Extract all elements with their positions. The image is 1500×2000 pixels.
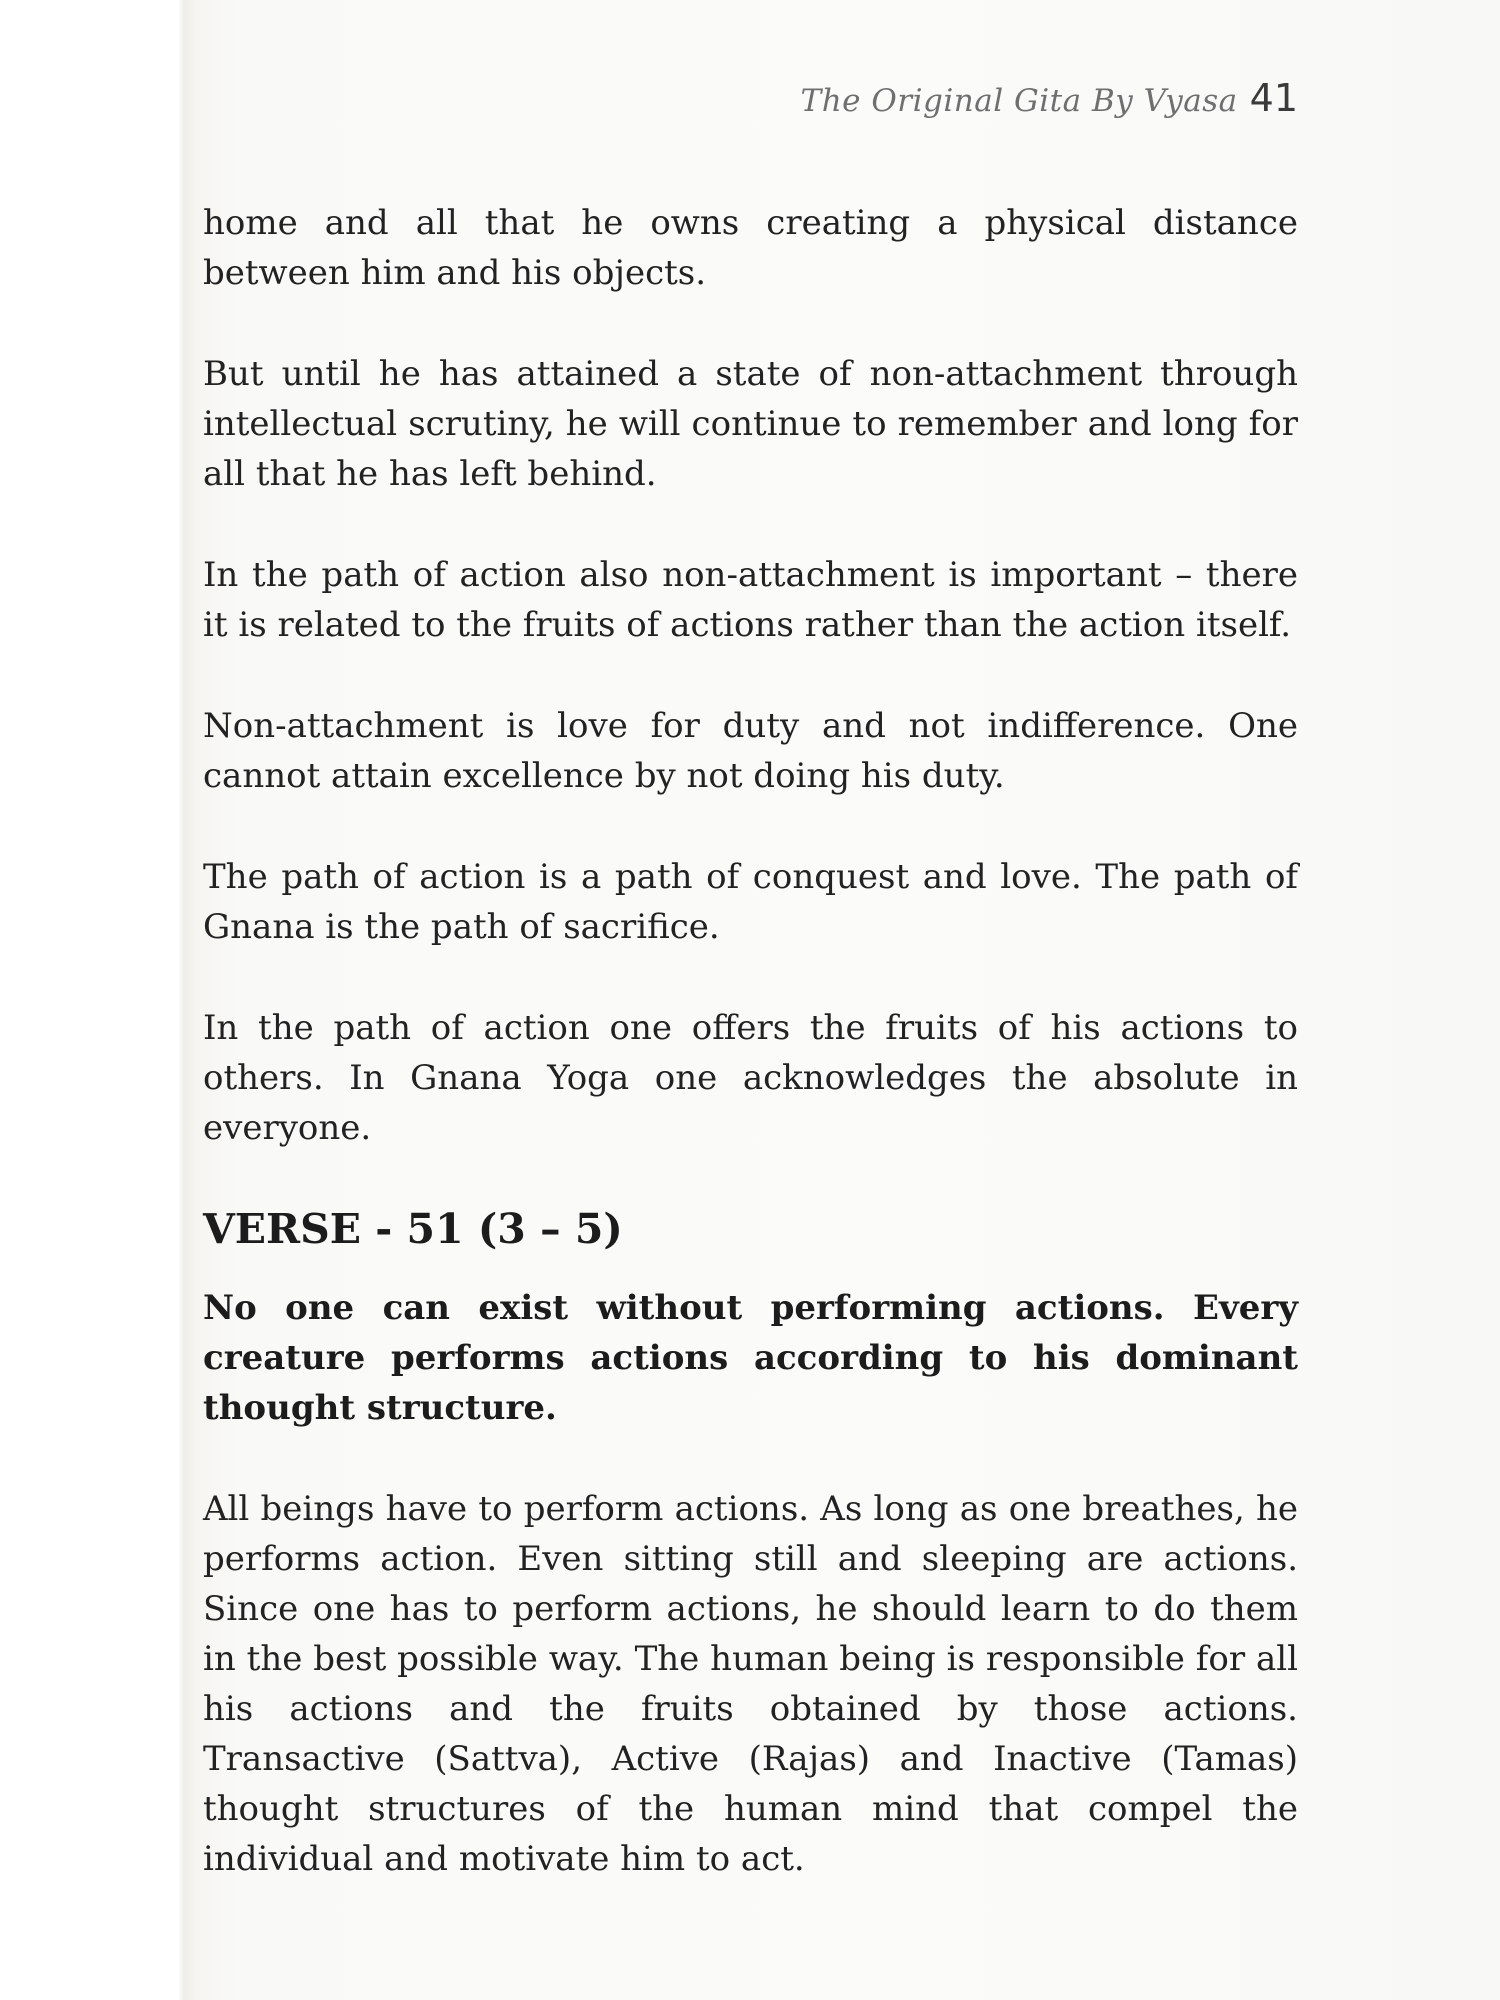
verse-text: No one can exist without performing actions. Every creature performs actions according to his dominant thought structure.: [203, 1288, 1298, 1428]
paragraph: In the path of action also non-attachment is important – there it is related to the fruits of actions rather than the action itself.: [203, 555, 1298, 645]
paragraph: But until he has attained a state of non-attachment through intellectual scrutiny, he will continue to remember and long for all that he has left behind.: [203, 354, 1298, 494]
verse-heading: VERSE - 51 (3 – 5): [203, 1205, 623, 1253]
paragraph: The path of action is a path of conquest and love. The path of Gnana is the path of sacrifice.: [203, 857, 1298, 947]
commentary-paragraph: All beings have to perform actions. As long as one breathes, he performs action. Even sitting still and sleeping are actions. Since one has to perform actions, he should learn to do them in the best possible way. The human being is responsible for all his actions and the fruits obtained by those actions. Transactive (Sattva), Active (Rajas) and Inactive (Tamas) thought structures of the human mind that compel the individual and motivate him to act.: [203, 1489, 1298, 1879]
paragraph: home and all that he owns creating a physical distance between him and his objects.: [203, 203, 1298, 293]
page-number: 41: [1249, 76, 1298, 120]
paragraph: Non-attachment is love for duty and not indifference. One cannot attain excellence by not doing his duty.: [203, 706, 1298, 796]
running-header: [200, 76, 1298, 120]
book-title: The Original Gita By Vyasa: [800, 83, 1238, 119]
page-body: [203, 198, 1298, 1884]
paragraph: In the path of action one offers the fruits of his actions to others. In Gnana Yoga one acknowledges the absolute in everyone.: [203, 1008, 1298, 1148]
